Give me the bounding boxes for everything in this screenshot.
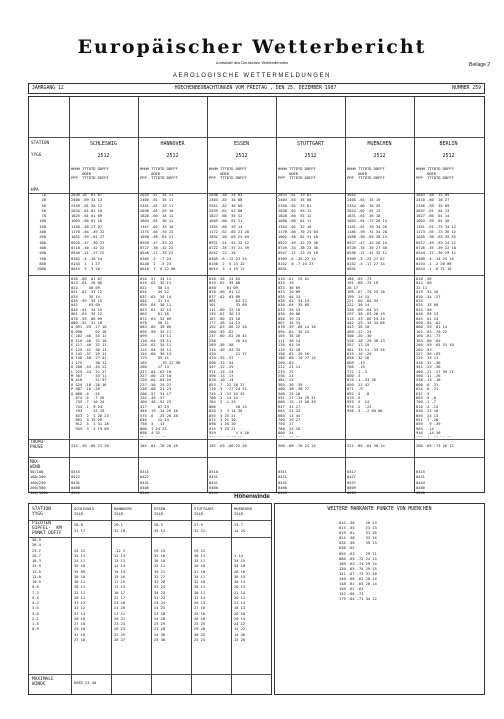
markante-punkte-title: WEITERE MARKANTE PUNKTE VON MUENCHEN	[327, 507, 432, 512]
tropopause-values: 192 -63 -66 22 20	[209, 444, 247, 448]
wind-column-divider	[231, 504, 232, 694]
station-yygg: 2512	[373, 153, 386, 159]
wind-gipfel-ddfff: 32 18	[114, 529, 126, 533]
standard-levels: 2033 -61 29 01 2404 -63 34 08 2350 -62 33 01 2038 -62 03 12 1828 -60 35 12 1606 -60 01 11 1354 -62 32 10 1178 -68 -70 24 04 1062 -58 -62 31 10 0922 -49 -52 29 36 0726 -34 -38 23 30 0547 -21 -23 24 16 0309 -6 -26 22 14 0152 0 -7 24 27 0031	[278, 193, 318, 272]
beilage-label: Beilage 2	[469, 62, 490, 68]
tropopause-values: 200 -68 -70 24 15	[278, 444, 316, 448]
km-levels: 30.9 26.4 23.7 20.7 18.3 15.9 13.5 12.0 10.5 9.0 7.2 5.4 4.2 3.6 3.0 2.1 1.5 0.9	[32, 538, 41, 632]
wind-values: 29 12 30 11 34 11 26 10 31 10 34 11 32 10 30 11 30 11 31 14 26 13 27 16 25 16 26 18 25 25 29 26 30 25 25 24	[194, 548, 206, 642]
maxwind-values: 0317 0427 0437 0609 0609	[347, 470, 356, 496]
station-yygg: 2512	[304, 153, 317, 159]
column-header: HHHH TTTDTD DDFFF ODER PPP TTTDTD DDFFF	[209, 167, 247, 181]
issue-number: NUMMER 259	[452, 86, 481, 91]
station-column-divider	[276, 97, 277, 492]
hoehenwinde-heading: Höhenwinde	[234, 494, 270, 500]
wind-gipfel-km: 23.7	[234, 523, 243, 527]
wind-station-label: STATION	[32, 507, 51, 512]
station-column-divider	[138, 97, 139, 492]
markante-punkte-box	[274, 503, 485, 695]
station-column-divider	[207, 97, 208, 492]
wind-gipfel-km: 27.9	[194, 523, 203, 527]
yygg-label: YYGG	[31, 153, 42, 158]
station-label: STATION	[31, 141, 50, 146]
wind-gipfel-ddfff: 32 21	[194, 529, 206, 533]
tropopause-label: TROPO- PAUSE	[30, 440, 46, 450]
maxwind-values: 0315 0422 0431 0460 0544	[140, 470, 149, 496]
standard-levels: 2034 -57 34 11 2400 -61 35 11 2351 -61 33 11 2038 -61 03 10 1826 -60 34 11 1604 -61 30 11 1347 -62 33 10 1175 -64 -70 22 1058 -58 -63 21 0926 -47 -53 22 0727 -38 -42 22 0548 -21 -33 22 0305 -2 -7 24 0148 2 -5 23 0010 7 0 22 08	[140, 193, 176, 272]
station-name: STUTTGART	[296, 141, 325, 147]
report-subtitle: Amtsblatt des Deutschen Wetterdienstes	[215, 60, 289, 65]
wind-station-name: MUENCHEN	[234, 507, 252, 511]
station-column-divider	[414, 97, 415, 492]
wind-values: 1 14 34 15 34 18 28 16 36 15 30 13 20 13 21 14 20 12 21 14 18 13 20 20 20 14 24 22 15 22 14 20 15 20	[234, 553, 246, 642]
column-header: HHHH TTTDTD DDFFF ODER PPP TTTDTD DDFFF	[416, 167, 454, 181]
column-header: HHHH TTTDTD DDFFF ODER PPP TTTDTD DDFFF	[71, 167, 109, 181]
station-name: MUENCHEN	[367, 141, 392, 147]
pilot-wind-table	[28, 503, 272, 695]
maxwind-values: 0310 0431 0431 0460 0544	[209, 470, 218, 496]
pressure-levels: 10 20 30 50 70 100 150 200 250 300 400 500 700 850 1000	[37, 193, 46, 272]
wind-station-yygg: 2518	[234, 512, 243, 516]
section-title: AEROLOGISCHE WETTERMELDUNGEN	[172, 73, 332, 79]
tropopause-values: 225 -56 -66 21 28	[71, 444, 109, 448]
standard-levels: 3042 2405 -61 35 19 2354 -60 34 29 2024 -62 01 12 1831 -61 26 10 1603 -61 -72 26 13 1351 -61 -70 34 26 1185 -59 -74 34 28 1058 -58 -65 26 13 0927 -47 -52 26 14 0726 -35 -39 27 46 0546 -21 -41 32 11 0309 -3 -25 27 07 0152 -4 -11 27 14 0032	[347, 193, 387, 272]
station-column-divider	[69, 97, 70, 492]
jahrgang: JAHRGANG 12	[32, 86, 64, 91]
wind-gipfel-km: 29.1	[114, 523, 123, 527]
maxwind-values: 0315 0431 0444 0460 0545	[416, 470, 425, 496]
station-column-divider	[345, 97, 346, 492]
tropopause-values: 185 -64 -70 20 18	[140, 444, 178, 448]
maxwind-label: MAX- WIND	[30, 460, 41, 470]
maxwind-values: 0311 0421 0431 0460 0545	[278, 470, 287, 496]
wind-values: -12 2 22 13 13 13 14 14 14 15 15 16 17 15 17 15 18 17 22 17 23 18 21 20 27 21 28 21 23 24 28 23 22 25 26 27	[114, 548, 126, 642]
column-header: HHHH TTTDTD DDFFF ODER PPP TTTDTD DDFFF	[140, 167, 178, 181]
significant-levels: 010 -56 24 03 019 -62 35 08 030 01 09 070 -60 01 12 077 -62 03 09 081 03 23 101 33 09 111 -60 32 10 135 -61 36 13 167 -60 25 18 177 -58 24 13 192 -63 -66 22 20 200 -59 -62 237 -60 -62 20 42 258 20 44 269 -56 -58 315 -49 -52 33 420 21 17 470 -35 -37 500 -32 -34 547 -22 -25 571 -15 -24 590 -13 -17 620 -10 -14 653 -7 -22 26 27 710 -3 -27 24 21 745 -1 -12 24 25 780 -2 -14 24 784 2 -1 23 806 28 13 820 2 3 14 30 855 5 25 21 872 3 21 20 898 1 25 20 914 5 25 21 929 4 4 20	[209, 277, 249, 436]
standard-levels: 2036 -56 24 03 2404 -63 34 08 2351 -62 36 09 2035 -61 01 08 1827 -60 35 12 1605 -60 01 11 1351 -60 29 14 1172 -62 -65 21 28 1052 -58 -63 24 04 0921 -51 -53 22 12 0722 -35 -37 21 39 0542 -22 -25 0305 -6 -12 23 25 0150 2 5 23 12 0014 3 3 19 11	[209, 193, 249, 272]
observation-date: HOECHENBEOBACHTUNGEN VOM FREITAG , DEN 25. DEZEMBER 1987	[174, 86, 337, 91]
station-name: ESSEN	[233, 141, 250, 147]
maximale-winde-label: MAXIMALE WINDE	[32, 677, 54, 687]
pilot-label: PILOTEN GIPFEL- KM PUNKT DDFFF	[32, 521, 62, 536]
wind-yygg-label: YYGG	[32, 512, 43, 517]
standard-levels: 3043 -58 33 09 2410 -60 28 27 2356 -59 35 09 2037 -61 04 13 1827 -60 01 14 1603 -59 01 16 1351 -61 -74 34 12 1173 -65 -73 26 12 1035 -58 -63 35 52 0917 -49 -53 24 21 0726 -35 -39 22 10 0544 -21 -30 29 11 0309 -4 -14 24 14 0154 -1 -2 20 09 0034 -1 -6 31 10	[416, 193, 456, 272]
station-yygg: 2512	[235, 153, 248, 159]
significant-levels: 010 -57 34 11 015 -62 35 11 022 30 14 034 34 12 037 -63 34 14 044 31 14 050 -64 30 11 053 -61 32 13 065 01 16 072 -63 32 09 078 30 11 083 -60 30 09 095 -59 32 11 099 31 11 110 -64 33 11 120 -62 34 11 124 -64 35 11 154 -60 36 13 175 35 11 185 -70 22 98 200 17 13 217 -64 -62 10 227 -66 23 10 220 -64 -64 24 227 -58 25 22 238 -68 21 23 266 -57 34 17 334 -49 -37 400 -48 -52 23 417 07 23 484 -19 -14 26 18 575 -6 -25 20 18 646 12 24 750 3 -13 800 1 24 23 898 4 32	[140, 277, 180, 436]
significant-levels: 186 -65 -73 191 -68 -75 19 26 17 198 -67 -74 25 18 199 24 15 221 -60 -64 34 232 36 14 258 -60 -64 31 297 -58 -63 26 19 315 -53 -66 24 24 442 -29 -34 34 06 443 36 10 489 -22 -24 500 -20 -30 520 -18 -29 30 13 557 13 19 581 33 11 -33 26 619 -10 -29 658 32 16 689 -13 706 -15 772 -1 -3 800 -3 815 -1 -33 26 850 21 42 871 -9 892 5 -8 919 -9 953 5 24 974 -2 -23 956 -3 -2 00 00	[347, 277, 385, 414]
wind-station-yygg: 2518	[194, 512, 203, 516]
wind-gipfel-km: 28.8	[74, 523, 83, 527]
station-name: SCHLESWIG	[89, 141, 118, 147]
upper-air-table	[28, 96, 485, 496]
station-name: HANNOVER	[160, 141, 185, 147]
wind-values: 24 12 35 11 24 11 35 10 35 09 30 10 30 11 30 11 32 11 28 11 33 12 31 12 31 13 28 10 27 10 29 10 31 10 27 10	[74, 548, 86, 642]
wind-column-divider	[151, 504, 152, 694]
wind-station-yygg: 2518	[74, 512, 83, 516]
wind-gipfel-km: 28.5	[154, 523, 163, 527]
tropopause-values: 221 -60 -64 30 24	[347, 444, 385, 448]
wind-station-name: STUTTGART	[194, 507, 214, 511]
wind-station-yygg: 2518	[154, 512, 163, 516]
wind-column-divider	[191, 504, 192, 694]
wind-station-name: HANNOVER	[114, 507, 132, 511]
wind-station-yygg: 2518	[114, 512, 123, 516]
maxwind-levels: 50/100 100/200 100/250 200/500 100/1000	[30, 470, 48, 496]
station-yygg: 2512	[442, 153, 455, 159]
wind-gipfel-ddfff: 35 12	[154, 529, 166, 533]
hpa-label: HPA	[31, 188, 39, 193]
wind-station-name: ESSEN	[154, 507, 166, 511]
maxwind-values: 0315 0422 0431 0460 0545	[71, 470, 80, 496]
significant-levels: 010 -56 012 -60 32 11 015 34 16 020 -54 -27 024 025 35 09 034 -58 040 04 13 045 01 14 050 -64 -62 080 -59 01 14 102 -63 -70 22 160 -61 -73 183 -60 -65 200 -59 -65 31 10 204 -53 227 -56 -63 235 33 11 418 -32 -36 451 -23 -30 480 -21 -27 39 11 500 -11 -26 538 -13 -18 600 -6 -31 624 -8 -21 637 -3 663 -5 -8 700 -1 -7 810 -4 -14 820 22 18 850 24 13 851 7 -28 859 -9 -39 903 -14 916 -14 16	[416, 277, 454, 436]
wind-gipfel-ddfff: 14 24	[234, 529, 246, 533]
wind-gipfel-ddfff: 31 17	[74, 529, 86, 533]
standard-levels: 2030 +6 01 07 2400 -69 34 13 2349 -61 26 12 2034 -61 02 10 1825 -61 01 09 1603 -60 01 10 1346 -58 27 07 1170 -64 -49 22 1052 -59 -61 27 0920 -47 -50 22 0718 -40 -42 22 0540 -21 -27 22 0302 -4 -10 24 0144 1 1 27 0014 3 3 20	[71, 193, 105, 272]
significant-levels: 010 -61 29 01 015 29 023 36 09 033 20 09 035 04 15 038 -61 34 15 030 -64 35 09 033 35 13 030 40 06 058 39 13 067 34 15 078 -59 -60 14 16 094 -62 35 15 105 35 16 111 36 14 118 01 19 119 32 18 158 -62 20 16 180 -68 -70 27 15 200 -62 222 21 11 243 22 256 24 381 22 385 -36 -39 400 -38 -38 27 500 25 18 551 -27 -34 29 31 600 -15 -13 26 49 647 31 17 664 21 23 680 13 44 700 26 27 750 27 780 24 26 800 24	[278, 277, 316, 436]
issue-header	[28, 83, 485, 94]
column-header: HHHH TTTDTD DDFFF ODER PPP TTTDTD DDFFF	[347, 167, 385, 181]
wind-column-divider	[71, 504, 72, 694]
markante-punkte-values: 012 -56 26 13 015 -54 23 13 019 -61 31 16 024 -58 33 14 034 -56 35 13 036 -62 055 -63 29 11 080 -65 -72 24 14 100 -63 -74 29 14 120 -65 -74 29 15 131 -67 -72 31 10 140 -60 -62 28 14 148 -61 -64 28 14 150 -62 -63 152 -66 -73 179 -64 -71 34 12	[339, 521, 377, 602]
column-header: HHHH TTTDTD DDFFF ODER PPP TTTDTD DDFFF	[278, 167, 316, 181]
significant-levels: 010 -60 01 07 013 -64 26 08 022 30 09 031 -62 33 12 034 35 14 039 -59 34 15 042 03 09 055 -61 34 15 061 -63 35 12 070 -55 00 09 080 -52 31 10 A 091 -49 27 10 B 096 02 10 C 102 -46 35 11 D 110 -48 31 10 E 117 -46 32 11 F 125 -41 30 11 G 142 -37 29 11 H 150 -58 27 07 J 175 30 11 K 200 -44 -44 22 L 225 -44 22 27 M 307 33 11 N 410 21 37 O 524 -18 -20 16 P 587 -10 -26 Q 600 -6 -25 675 -6 -7 26 733 -7 -10 24 744 -1 9 24 793 22 19 833 2 1 26 23 892 3 15 20 912 4 3 31 18 935 3 3 19 09	[71, 277, 109, 431]
tropopause-values: 200 -65 -73 26 12	[416, 444, 454, 448]
report-title: Europäischer Wetterbericht	[77, 36, 427, 58]
wind-values: 29 15 32 16 36 10 35 11 39 21 33 27 32 28 33 24 34 23 31 23 24 24 24 25 23 28 24 28 23 29 23 28 24 30 25 30	[154, 548, 166, 642]
station-yygg: 2512	[97, 153, 110, 159]
station-name: BERLIN	[439, 141, 458, 147]
wind-station-name: SCHLESWIG	[74, 507, 94, 511]
wind-max-values: 0983 21 40	[74, 681, 97, 686]
station-yygg: 2512	[166, 153, 179, 159]
wind-column-divider	[111, 504, 112, 694]
